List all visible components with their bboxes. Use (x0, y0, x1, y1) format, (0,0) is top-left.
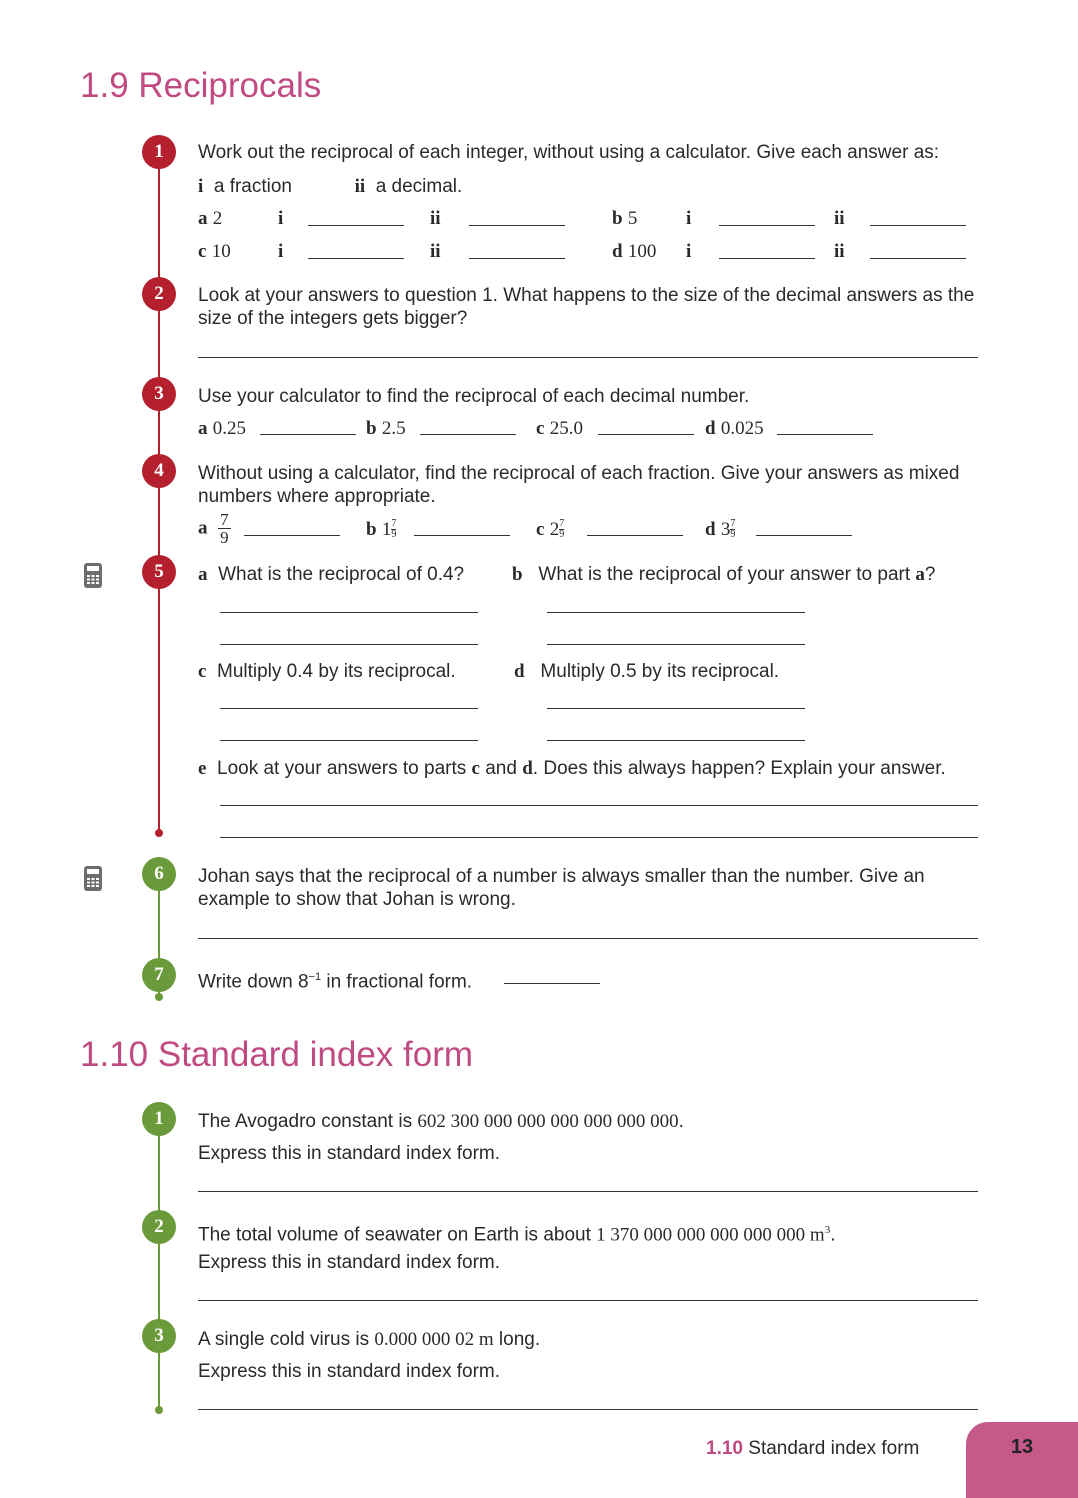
part-label: b 1 $\frac{7}{9}$ (366, 518, 397, 541)
answer-line[interactable] (756, 535, 852, 536)
question-text: A single cold virus is 0.000 000 02 m long. (198, 1329, 541, 1350)
question-text: Johan says that the reciprocal of a number is always smaller than the number. Give an example to show that Johan is wrong. (198, 866, 925, 910)
part-label: a 0.25 (198, 418, 247, 439)
timeline-end-dot (155, 829, 163, 837)
answer-line[interactable] (719, 258, 815, 259)
question-text: Express this in standard index form. (198, 1252, 501, 1273)
part-label: c 2 $\frac{7}{9}$ (536, 518, 565, 541)
question-number-badge: 7 (142, 958, 176, 992)
question-number-badge: 6 (142, 857, 176, 891)
fraction: $\frac{7}{9}$ (730, 518, 736, 541)
answer-line[interactable] (220, 612, 478, 613)
footer-section-label: 1.10 Standard index form (706, 1438, 920, 1459)
question-number-badge: 2 (142, 1210, 176, 1244)
part-label: d Multiply 0.5 by its reciprocal. (514, 661, 780, 682)
answer-line[interactable] (420, 434, 516, 435)
answer-line[interactable] (220, 805, 978, 806)
answer-line[interactable] (220, 708, 478, 709)
answer-line[interactable] (244, 535, 340, 536)
part-label: i (686, 241, 692, 262)
answer-line[interactable] (198, 1300, 978, 1301)
answer-line[interactable] (504, 983, 600, 984)
part-label: b 5 (612, 208, 638, 229)
part-label: d 100 (612, 241, 657, 262)
part-label: ii (834, 241, 845, 262)
fraction: $\frac{7}{9}$ (220, 510, 229, 547)
section-title-1-10: 1.10 Standard index form (80, 1035, 474, 1074)
answer-line[interactable] (469, 258, 565, 259)
question-text: Work out the reciprocal of each integer, without using a calculator. Give each answer as: (198, 142, 940, 163)
part-label: d 0.025 (705, 418, 764, 439)
answer-line[interactable] (220, 644, 478, 645)
answer-line[interactable] (870, 258, 966, 259)
calculator-icon (84, 563, 102, 588)
question-text: Express this in standard index form. (198, 1143, 501, 1164)
answer-line[interactable] (414, 535, 510, 536)
section-title-1-9: 1.9 Reciprocals (80, 66, 322, 105)
question-timeline-red (158, 150, 160, 832)
fraction: $\frac{7}{9}$ (391, 518, 397, 541)
question-number-badge: 3 (142, 377, 176, 411)
answer-line[interactable] (587, 535, 683, 536)
answer-line[interactable] (308, 225, 404, 226)
question-text: Look at your answers to question 1. What happens to the size of the decimal answers as the size of the integers gets bigger? (198, 285, 975, 329)
answer-format-options: i a fraction ii a decimal. (198, 176, 463, 197)
question-number-badge: 4 (142, 454, 176, 488)
answer-line[interactable] (547, 740, 805, 741)
answer-line[interactable] (547, 644, 805, 645)
calculator-icon (84, 866, 102, 891)
part-label: c Multiply 0.4 by its reciprocal. (198, 661, 456, 682)
question-timeline-green (158, 1118, 160, 1408)
question-text: The total volume of seawater on Earth is about 1 370 000 000 000 000 000 $m^3$. (198, 1224, 836, 1246)
answer-line[interactable] (469, 225, 565, 226)
question-text: Express this in standard index form. (198, 1361, 501, 1382)
part-label: c 10 (198, 241, 231, 262)
part-label: a $\frac{7}{9}$ (198, 510, 229, 547)
page-number: 13 (1010, 1436, 1034, 1458)
answer-line[interactable] (870, 225, 966, 226)
part-label: ii (430, 241, 441, 262)
part-label: a 2 (198, 208, 223, 229)
answer-line[interactable] (198, 938, 978, 939)
fraction: $\frac{7}{9}$ (559, 518, 565, 541)
question-text: Without using a calculator, find the reciprocal of each fraction. Give your answers as mixed numbers where appropriate. (198, 463, 960, 507)
timeline-end-dot (155, 1406, 163, 1414)
question-text: Use your calculator to find the reciprocal of each decimal number. (198, 386, 750, 407)
answer-line[interactable] (719, 225, 815, 226)
part-label: a What is the reciprocal of 0.4? (198, 564, 465, 585)
answer-line[interactable] (308, 258, 404, 259)
page-number-tab (966, 1422, 1078, 1498)
part-label: ii (834, 208, 845, 229)
part-label: ii (430, 208, 441, 229)
part-label: b What is the reciprocal of your answer to part a? (512, 564, 936, 585)
answer-line[interactable] (198, 357, 978, 358)
answer-line[interactable] (260, 434, 356, 435)
question-number-badge: 2 (142, 277, 176, 311)
part-label: i (686, 208, 692, 229)
answer-line[interactable] (547, 612, 805, 613)
part-label: i (278, 208, 284, 229)
part-label: d 3 $\frac{7}{9}$ (705, 518, 736, 541)
question-number-badge: 5 (142, 555, 176, 589)
question-number-badge: 1 (142, 135, 176, 169)
answer-line[interactable] (598, 434, 694, 435)
answer-line[interactable] (198, 1191, 978, 1192)
answer-line[interactable] (198, 1409, 978, 1410)
part-label: i (278, 241, 284, 262)
part-label: e Look at your answers to parts c and d. Does this always happen? Explain your answer. (198, 758, 946, 779)
answer-line[interactable] (220, 837, 978, 838)
question-text: Write down $8^{-1}$ in fractional form. (198, 971, 473, 993)
part-label: c 25.0 (536, 418, 583, 439)
question-number-badge: 3 (142, 1319, 176, 1353)
question-number-badge: 1 (142, 1102, 176, 1136)
answer-line[interactable] (547, 708, 805, 709)
part-label: b 2.5 (366, 418, 406, 439)
answer-line[interactable] (220, 740, 478, 741)
answer-line[interactable] (777, 434, 873, 435)
question-text: The Avogadro constant is 602 300 000 000 000 000 000 000. (198, 1111, 684, 1132)
timeline-end-dot (155, 993, 163, 1001)
